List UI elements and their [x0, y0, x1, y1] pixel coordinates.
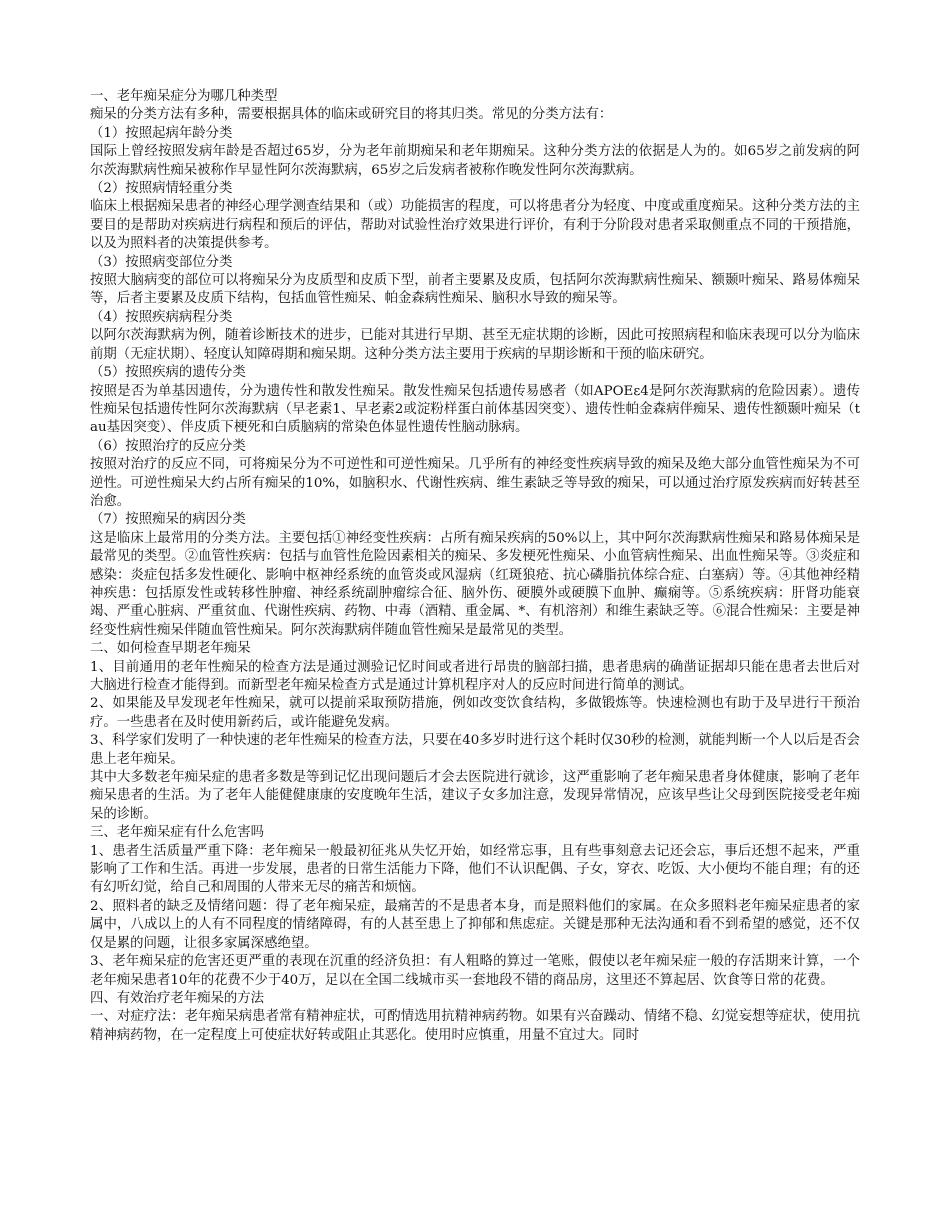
paragraph: 这是临床上最常用的分类方法。主要包括①神经变性疾病：占所有痴呆疾病的50%以上，其中阿尔茨海默病性痴呆和路易体痴呆是最常见的类型。②血管性疾病：包括与血管性危险因素相关的痴呆、多发梗死性痴呆、小血管病性痴呆、出血性痴呆等。③炎症和感染：炎症包括多发性硬化、影响中枢神经系统的血管炎或风湿病（红斑狼疮、抗心磷脂抗体综合症、白塞病）等。④其他神经精神疾患：包括原发性或转移性肿瘤、神经系统副肿瘤综合征、脑外伤、硬膜外或硬膜下血肿、癫痫等。⑤系统疾病：肝肾功能衰竭、严重心脏病、严重贫血、代谢性疾病、药物、中毒（酒精、重金属、*、有机溶剂）和维生素缺乏等。⑥混合性痴呆：主要是神经变性病性痴呆伴随血管性痴呆。阿尔茨海默病伴随血管性痴呆是最常见的类型。 [90, 530, 860, 638]
subsection-heading: （5）按照疾病的遗传分类 [90, 365, 246, 381]
section-heading: 三、老年痴呆症有什么危害吗 [90, 825, 265, 841]
paragraph: 国际上曾经按照发病年龄是否超过65岁，分为老年前期痴呆和老年期痴呆。这种分类方法的依据是人为的。如65岁之前发病的阿尔茨海默病性痴呆被称作早显性阿尔茨海默病，65岁之后发病者被称作晚发性阿尔茨海默病。 [90, 144, 860, 178]
paragraph: 其中大多数老年痴呆症的患者多数是等到记忆出现问题后才会去医院进行就诊，这严重影响了老年痴呆患者身体健康，影响了老年痴呆患者的生活。为了老年人能健健康康的安度晚年生活，建议子女多加注意，发现异常情况，应该早些让父母到医院接受老年痴呆的诊断。 [90, 770, 860, 822]
subsection-heading: （3）按照病变部位分类 [90, 254, 233, 270]
paragraph: 按照对治疗的反应不同，可将痴呆分为不可逆性和可逆性痴呆。几乎所有的神经变性疾病导致的痴呆及绝大部分血管性痴呆为不可逆性。可逆性痴呆大约占所有痴呆的10%，如脑积水、代谢性疾病、维生素缺乏等导致的痴呆，可以通过治疗原发疾病而好转甚至治愈。 [90, 457, 860, 509]
subsection-heading: （4）按照疾病病程分类 [90, 309, 233, 325]
paragraph: 痴呆的分类方法有多种，需要根据具体的临床或研究目的将其归类。常见的分类方法有： [90, 107, 613, 123]
paragraph: 按照是否为单基因遗传，分为遗传性和散发性痴呆。散发性痴呆包括遗传易感者（如APOEε4是阿尔茨海默病的危险因素）。遗传性痴呆包括遗传性阿尔茨海默病（早老素1、早老素2或淀粉样蛋白前体基因突变）、遗传性帕金森病伴痴呆、遗传性额颞叶痴呆（tau基因突变）、伴皮质下梗死和白质脑病的常染色体显性遗传性脑动脉病。 [90, 383, 860, 436]
subsection-heading: （7）按照痴呆的病因分类 [90, 512, 246, 528]
paragraph: 2、照料者的缺乏及情绪问题：得了老年痴呆症，最痛苦的不是患者本身，而是照料他们的家属。在众多照料老年痴呆症患者的家属中，八成以上的人有不同程度的情绪障碍，有的人甚至患上了抑郁和焦虑症。关键是那种无法沟通和看不到希望的感觉，还不仅仅是累的问题，让很多家属深感绝望。 [90, 898, 860, 951]
subsection-heading: （1）按照起病年龄分类 [90, 125, 233, 141]
section-heading: 四、有效治疗老年痴呆的方法 [90, 990, 265, 1006]
paragraph: 3、老年痴呆症的危害还更严重的表现在沉重的经济负担：有人粗略的算过一笔账，假使以老年痴呆症一般的存活期来计算，一个老年痴呆患者10年的花费不少于40万，足以在全国二线城市买一套地段不错的商品房，这里还不算起居、饮食等日常的花费。 [90, 954, 860, 988]
paragraph: 2、如果能及早发现老年性痴呆，就可以提前采取预防措施，例如改变饮食结构，多做锻炼等。快速检测也有助于及早进行干预治疗。一些患者在及时使用新药后，或许能避免发病。 [90, 696, 860, 730]
section-heading: 一、老年痴呆症分为哪几种类型 [90, 89, 278, 104]
paragraph: 3、科学家们发明了一种快速的老年性痴呆的检查方法，只要在40多岁时进行这个耗时仅30秒的检测，就能判断一个人以后是否会患上老年痴呆。 [90, 733, 860, 767]
section-heading: 二、如何检查早期老年痴呆 [90, 641, 251, 657]
subsection-heading: （2）按照病情轻重分类 [90, 181, 233, 197]
paragraph: 按照大脑病变的部位可以将痴呆分为皮质型和皮质下型，前者主要累及皮质，包括阿尔茨海默病性痴呆、额颞叶痴呆、路易体痴呆等，后者主要累及皮质下结构，包括血管性痴呆、帕金森病性痴呆、脑积水导致的痴呆等。 [90, 273, 860, 307]
paragraph: 1、患者生活质量严重下降：老年痴呆一般最初征兆从失忆开始，如经常忘事，且有些事刻意去记还会忘，事后还想不起来，严重影响了工作和生活。再进一步发展，患者的日常生活能力下降，他们不认识配偶、子女，穿衣、吃饭、大小便均不能自理；有的还有幻听幻觉，给自己和周围的人带来无尽的痛苦和烦恼。 [90, 843, 860, 896]
paragraph: 一、对症疗法：老年痴呆病患者常有精神症状，可酌情选用抗精神病药物。如果有兴奋躁动、情绪不稳、幻觉妄想等症状，使用抗精神病药物，在一定程度上可使症状好转或阻止其恶化。使用时应慎重，用量不宜过大。同时 [90, 1009, 860, 1043]
subsection-heading: （6）按照治疗的反应分类 [90, 438, 246, 454]
paragraph: 以阿尔茨海默病为例，随着诊断技术的进步，已能对其进行早期、甚至无症状期的诊断，因此可按照病程和临床表现可以分为临床前期（无症状期）、轻度认知障碍期和痴呆期。这种分类方法主要用于疾病的早期诊断和干预的临床研究。 [90, 328, 860, 362]
paragraph: 临床上根据痴呆患者的神经心理学测查结果和（或）功能损害的程度，可以将患者分为轻度、中度或重度痴呆。这种分类方法的主要目的是帮助对疾病进行病程和预后的评估，帮助对试验性治疗效果进行评价，有利于分阶段对患者采取侧重点不同的干预措施，以及为照料者的决策提供参考。 [90, 199, 860, 252]
paragraph: 1、目前通用的老年性痴呆的检查方法是通过测验记忆时间或者进行昂贵的脑部扫描，患者患病的确凿证据却只能在患者去世后对大脑进行检查才能得到。而新型老年痴呆检查方式是通过计算机程序对人的反应时间进行简单的测试。 [90, 659, 860, 693]
